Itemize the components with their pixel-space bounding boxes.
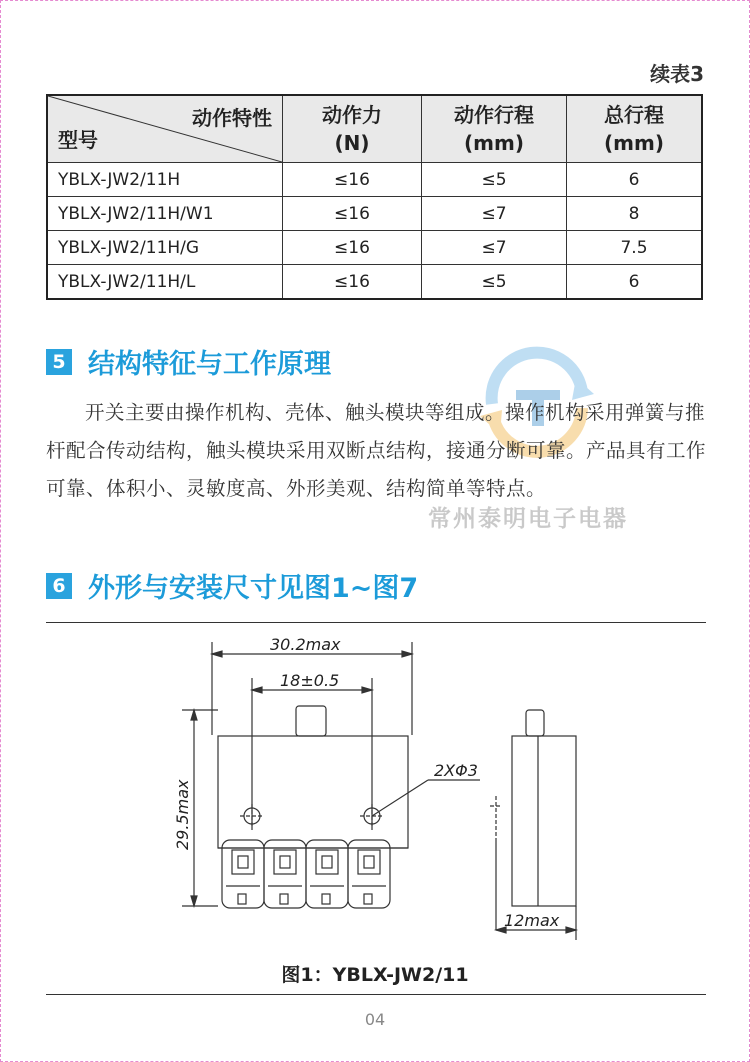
header-force: 动作力 (N) <box>283 95 422 163</box>
dim-holes-label: 18±0.5 <box>280 671 340 690</box>
dim-hole-dia-label: 2XΦ3 <box>434 761 478 780</box>
cell-total: 7.5 <box>567 231 703 265</box>
company-watermark-text: 常州泰明电子电器 <box>428 506 628 532</box>
header-model: 型号 <box>58 128 98 152</box>
cell-force: ≤16 <box>283 231 422 265</box>
divider-bottom <box>46 994 706 995</box>
table-row <box>47 265 702 300</box>
body-paragraph: 开关主要由操作机构、壳体、触头模块等组成。操作机构采用弹簧与推杆配合传动结构，触头模块采用双断点结构，接通分断可靠。产品具有工作可靠、体积小、灵敏度高、外形美观、结构简单等特点。 <box>46 401 707 500</box>
cell-force: ≤16 <box>283 163 422 197</box>
section-5-heading <box>46 342 331 381</box>
diagonal-header-cell <box>47 95 283 163</box>
section-6-heading <box>46 566 418 605</box>
cell-stroke: ≤7 <box>422 231 567 265</box>
table-header-row <box>47 95 702 163</box>
cell-stroke: ≤5 <box>422 265 567 300</box>
cell-model: YBLX-JW2/11H/L <box>47 265 283 300</box>
dim-depth-label: 12max <box>504 911 560 930</box>
divider-top <box>46 622 706 623</box>
cell-total: 8 <box>567 197 703 231</box>
dim-width-label: 30.2max <box>270 635 341 654</box>
table-row <box>47 197 702 231</box>
table-row <box>47 231 702 265</box>
section-number-badge: 6 <box>46 573 72 599</box>
table-row <box>47 163 702 197</box>
cell-model: YBLX-JW2/11H/G <box>47 231 283 265</box>
header-stroke: 动作行程 (mm) <box>422 95 567 163</box>
cell-model: YBLX-JW2/11H <box>47 163 283 197</box>
cell-total: 6 <box>567 163 703 197</box>
cell-force: ≤16 <box>283 197 422 231</box>
figure-caption: 图1：YBLX-JW2/11 <box>281 964 469 986</box>
dim-height-label: 29.5max <box>173 779 192 850</box>
spec-table <box>46 94 703 300</box>
dimension-drawing <box>160 630 600 950</box>
header-total: 总行程 (mm) <box>567 95 703 163</box>
page-number: 04 <box>364 1010 386 1029</box>
table-caption: 续表3 <box>650 62 704 86</box>
cell-stroke: ≤5 <box>422 163 567 197</box>
header-property: 动作特性 <box>192 106 272 130</box>
cell-force: ≤16 <box>283 265 422 300</box>
cell-stroke: ≤7 <box>422 197 567 231</box>
section-number-badge: 5 <box>46 349 72 375</box>
section-title: 外形与安装尺寸见图1~图7 <box>88 573 419 604</box>
section-title: 结构特征与工作原理 <box>88 349 331 380</box>
cell-total: 6 <box>567 265 703 300</box>
cell-model: YBLX-JW2/11H/W1 <box>47 197 283 231</box>
